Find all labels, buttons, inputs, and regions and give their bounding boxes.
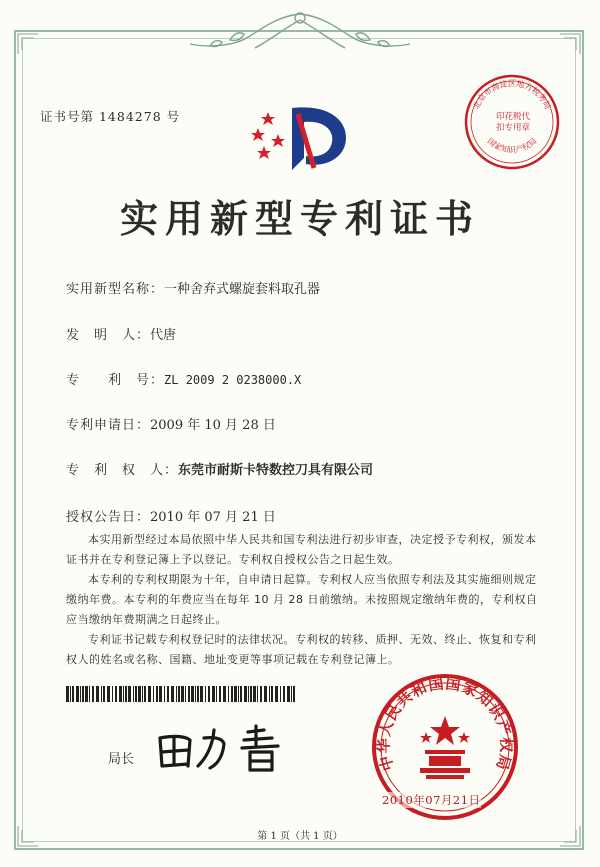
svg-text:国家知识产权局 xyxy=(486,136,539,154)
barcode-bar xyxy=(82,686,84,702)
field-label: 专 利 权 人： xyxy=(66,463,179,478)
seal-date: 2010年07月21日 xyxy=(382,793,481,807)
barcode-bar xyxy=(234,686,237,702)
barcode-bar xyxy=(264,686,267,702)
barcode-bar xyxy=(195,686,196,702)
barcode-bar xyxy=(125,686,127,702)
svg-text:北京市海淀区地方税务局 xyxy=(471,78,553,110)
director-signature-icon xyxy=(152,718,302,778)
corner-ornament-icon xyxy=(16,32,40,56)
patent-office-logo-icon xyxy=(246,98,356,176)
barcode-bar xyxy=(148,686,151,702)
barcode-bar xyxy=(212,686,215,702)
barcode-bar xyxy=(70,686,71,702)
barcode-bar xyxy=(185,686,186,702)
barcode-bar xyxy=(248,686,249,702)
barcode-bar xyxy=(191,686,194,702)
field-value: 代唐 xyxy=(150,328,177,343)
barcode-bar xyxy=(231,686,233,702)
small-seal-bottom-text: 国家知识产权局 xyxy=(485,136,539,155)
director-label: 局长 xyxy=(108,752,135,767)
barcode-icon xyxy=(66,686,296,702)
small-seal-top-text: 北京市海淀区地方税务局 xyxy=(471,79,553,111)
barcode-bar xyxy=(181,686,184,702)
certificate-body xyxy=(66,530,546,670)
barcode-bar xyxy=(107,686,110,702)
barcode-bar xyxy=(159,686,162,702)
barcode-bar xyxy=(188,686,190,702)
barcode-bar xyxy=(293,686,295,702)
small-seal-inner-text: 印花税代扣专用章 xyxy=(495,112,530,133)
barcode-bar xyxy=(223,686,226,702)
barcode-bar xyxy=(92,686,94,702)
barcode-bar xyxy=(171,686,174,702)
field-label: 发 明 人： xyxy=(66,328,151,343)
barcode-bar xyxy=(96,686,99,702)
field-label: 专 利 号： xyxy=(66,373,165,388)
field-application-date xyxy=(66,414,276,433)
barcode-bar xyxy=(103,686,105,702)
barcode-bar xyxy=(176,686,177,702)
barcode-bar xyxy=(205,686,206,702)
corner-ornament-icon xyxy=(558,32,582,56)
barcode-bar xyxy=(80,686,81,702)
barcode-bar xyxy=(275,686,278,702)
field-label: 实用新型名称： xyxy=(66,282,165,297)
barcode-bar xyxy=(76,686,79,702)
barcode-bar xyxy=(123,686,124,702)
field-inventor xyxy=(66,324,176,343)
barcode-bar xyxy=(119,686,122,702)
barcode-bar xyxy=(178,686,180,702)
field-label: 专利申请日： xyxy=(66,418,151,433)
field-value: 2010 年 07 月 21 日 xyxy=(150,510,276,525)
barcode-bar xyxy=(153,686,154,702)
field-label: 授权公告日： xyxy=(66,510,151,525)
body-paragraph: 本专利的专利权期限为十年，自申请日起算。专利权人应当依照专利法及其实施细则规定缴纳年费。本专利的年费应当在每年 10 月 28 日前缴纳。未按照规定缴纳年费的，专利权自应当缴纳年费期满之日起终止。 xyxy=(66,573,538,626)
barcode-bar xyxy=(135,686,137,702)
barcode-bar xyxy=(216,686,217,702)
barcode-bar xyxy=(287,686,290,702)
field-value: 一种舍弃式螺旋套料取孔器 xyxy=(164,282,321,297)
barcode-bar xyxy=(112,686,113,702)
barcode-bar xyxy=(244,686,247,702)
barcode-bar xyxy=(208,686,210,702)
barcode-bar xyxy=(291,686,292,702)
field-utility-model-name xyxy=(66,278,320,297)
field-value: ZL 2009 2 0238000.X xyxy=(164,373,302,387)
seal-text: 中华人民共和国国家知识产权局 xyxy=(374,674,516,773)
barcode-bar xyxy=(269,686,270,702)
barcode-bar xyxy=(200,686,203,702)
barcode-bar xyxy=(240,686,242,702)
certificate-number: 证书号第 1484278 号 xyxy=(40,109,181,124)
barcode-bar xyxy=(85,686,88,702)
barcode-bar xyxy=(66,686,69,702)
barcode-bar xyxy=(250,686,252,702)
barcode-bar xyxy=(253,686,256,702)
field-value: 2009 年 10 月 28 日 xyxy=(150,418,276,433)
barcode-bar xyxy=(138,686,141,702)
barcode-bar xyxy=(128,686,131,702)
barcode-bar xyxy=(133,686,134,702)
top-ornament-icon xyxy=(170,6,430,66)
barcode-bar xyxy=(156,686,158,702)
field-patent-number xyxy=(66,369,301,388)
barcode-bar xyxy=(238,686,239,702)
barcode-bar xyxy=(164,686,165,702)
body-paragraph: 本实用新型经过本局依照中华人民共和国专利法进行初步审查，决定授予专利权，颁发本证书并在专利登记簿上予以登记。专利权自授权公告之日起生效。 xyxy=(66,533,537,566)
barcode-bar xyxy=(89,686,90,702)
page-title: 实用新型专利证书 xyxy=(119,196,480,241)
barcode-bar xyxy=(101,686,102,702)
page-footer: 第 1 页（共 1 页） xyxy=(257,831,343,842)
field-value: 东莞市耐斯卡特数控刀具有限公司 xyxy=(178,463,374,478)
body-paragraph: 专利证书记载专利权登记时的法律状况。专利权的转移、质押、无效、终止、恢复和专利权人的姓名或名称、国籍、地址变更等事项记载在专利登记簿上。 xyxy=(66,633,537,666)
barcode-bar xyxy=(197,686,199,702)
barcode-bar xyxy=(219,686,221,702)
barcode-bar xyxy=(280,686,281,702)
barcode-bar xyxy=(142,686,143,702)
barcode-bar xyxy=(167,686,169,702)
barcode-bar xyxy=(257,686,258,702)
field-patentee xyxy=(66,459,373,478)
barcode-bar xyxy=(260,686,262,702)
barcode-bar xyxy=(144,686,146,702)
barcode-bar xyxy=(228,686,229,702)
barcode-bar xyxy=(72,686,74,702)
barcode-bar xyxy=(115,686,117,702)
barcode-bar xyxy=(283,686,285,702)
field-grant-date xyxy=(66,506,276,525)
barcode-bar xyxy=(271,686,273,702)
